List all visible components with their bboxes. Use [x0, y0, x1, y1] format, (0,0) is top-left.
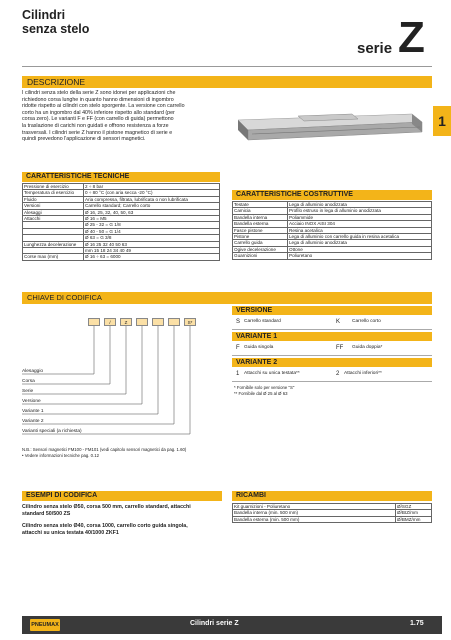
- cell: Ø 40 - 50 = G 1/4: [84, 228, 220, 234]
- cell: Lega di alluminio anodizzata: [288, 202, 432, 208]
- descrizione-line: richiedono corsa lunghe in quanto hanno dimensioni di ingombro: [22, 96, 174, 103]
- esempio-line: Cilindro senza stelo Ø50, corsa 500 mm, carrello standard, attacchi: [22, 504, 191, 510]
- cell: Ø/BMZ/mm: [396, 516, 432, 522]
- table-row: [23, 254, 220, 260]
- ricambi-heading: RICAMBI: [232, 491, 432, 501]
- table-row: [233, 516, 432, 522]
- label-versione: Versione: [22, 399, 41, 404]
- cell: Pressione di esercizio: [23, 184, 84, 190]
- cell: Ogive decelerazione: [233, 246, 288, 252]
- serie-prefix: serie: [357, 40, 393, 57]
- code-box-speciali: S*: [184, 318, 196, 326]
- chapter-tab: [433, 106, 451, 136]
- code-box-variante1: [152, 318, 164, 326]
- esempio-line: attacchi su unica testata 40/1000 ZKF1: [22, 529, 119, 536]
- descrizione-line: quindi prevedono l'applicazione di sensori magnetici.: [22, 136, 146, 143]
- cell: Carrello guida: [233, 240, 288, 246]
- note-sensori: N.B.: Sensori magnetici FM100 - FM101 (vedi capitolo sensori magnetici da pag. 1.60): [22, 447, 187, 452]
- brand-logo-text: PNEUMAX: [31, 622, 59, 628]
- footnote: * Fornibile solo per versione "S": [234, 385, 295, 390]
- variante2-title: VARIANTE 2: [232, 358, 432, 367]
- label-corsa: Corsa: [22, 379, 35, 384]
- cell: 0 ÷ 80 °C (con aria secca -20 °C): [84, 190, 220, 196]
- code-box-corsa: /: [104, 318, 116, 326]
- code-box-versione: [136, 318, 148, 326]
- cell: Corse max (mm): [23, 254, 84, 260]
- esempi-heading: ESEMPI DI CODIFICA: [22, 491, 222, 501]
- cell: Bandella interna: [233, 214, 288, 220]
- cell: Versioni: [23, 203, 84, 209]
- cell: Ø 63 = G 3/8: [84, 235, 220, 241]
- cell: Poliammide: [288, 214, 432, 220]
- ricambi-table: [232, 503, 432, 523]
- code-box-alesaggio: [88, 318, 100, 326]
- descrizione-line: ridotte rispetto ai cilindri con stelo sporgente. La versione con carrello: [22, 103, 185, 110]
- note-info: • Vedere informazioni tecniche pag. 0.12: [22, 452, 99, 458]
- code-box-serie: Z: [120, 318, 132, 326]
- code: S: [236, 319, 241, 325]
- desc: Guida doppia*: [352, 345, 383, 350]
- cell: Ø 25 - 32 = G 1/8: [84, 222, 220, 228]
- desc: Carrello standard: [244, 319, 281, 324]
- cell: Kit guarnizioni - Poliuretano: [233, 504, 396, 510]
- tecniche-table: [22, 183, 220, 261]
- title-line-1: Cilindri: [22, 8, 66, 22]
- variante1-row: [232, 341, 432, 356]
- code-connector-lines: [22, 326, 222, 436]
- cell: Aria compressa, filtrata, lubrificata o non lubrificata: [84, 196, 220, 202]
- code: 1: [236, 371, 240, 377]
- cell: Lunghezza decelerazione: [23, 241, 84, 247]
- cell: Ottone: [288, 246, 432, 252]
- cell: Bandella esterna: [233, 221, 288, 227]
- descrizione-line: I cilindri senza stelo della serie Z sono idonei per applicazioni che: [22, 90, 176, 96]
- page-header: [0, 0, 451, 70]
- cell: Acciaio INOX AISI 304: [288, 221, 432, 227]
- cell: Bandella interna (min. 500 mm): [233, 510, 396, 516]
- chiave-notes: [22, 447, 186, 458]
- esempio-line: Cilindro senza stelo Ø40, corsa 1000, carrello corto guida singola,: [22, 523, 188, 530]
- footer: [0, 616, 451, 640]
- tecniche-heading: CARATTERISTICHE TECNICHE: [22, 172, 220, 182]
- cell: Fluido: [23, 196, 84, 202]
- desc: Attacchi inferiori**: [344, 371, 382, 376]
- cell: Attacchi: [23, 216, 84, 222]
- esempi-text: [22, 504, 227, 536]
- cell: Testate: [233, 202, 288, 208]
- header-rule: [22, 66, 432, 67]
- esempio-line: standard 50/500 ZS: [22, 510, 71, 517]
- descrizione-line: trasversali. I cilindri serie Z hanno il pistone magnetico di serie e: [22, 129, 173, 136]
- cell: Bandella esterna (min. 500 mm): [233, 516, 396, 522]
- serie-letter: Z: [398, 13, 425, 62]
- code: FF: [336, 345, 344, 351]
- cell: Carrello standard; Carrello corto: [84, 203, 220, 209]
- code: F: [236, 345, 240, 351]
- cell: Ø 16 = M5: [84, 216, 220, 222]
- cell: Ø 16, 25, 32, 40, 50, 63: [84, 209, 220, 215]
- desc: Guida singola: [244, 345, 274, 350]
- cell: Resina acetalica: [288, 227, 432, 233]
- chapter-number: 1: [438, 113, 446, 129]
- code: 2: [336, 371, 340, 377]
- code-box-variante2: [168, 318, 180, 326]
- desc: Carrello corto: [352, 319, 381, 324]
- descrizione-heading: DESCRIZIONE: [22, 76, 432, 88]
- cell: Ø/SGZ: [396, 504, 432, 510]
- cell: Poliuretano: [288, 253, 432, 259]
- desc: Attacchi su unica testata**: [244, 371, 300, 376]
- cell: Ø 16 25 32 40 50 63: [84, 241, 220, 247]
- cell: Lega di alluminio con carrello guida in resina acetalica: [288, 234, 432, 240]
- footer-page: 1.75: [410, 620, 424, 627]
- descrizione-line: la traslazione di carichi non guidati e offrono resistenza a forze: [22, 122, 169, 129]
- versione-footnotes: [232, 385, 432, 396]
- footer-brand: [30, 619, 60, 631]
- serie-logo: [355, 14, 435, 62]
- footnote: ** Fornibile dal Ø 25 al Ø 63: [234, 390, 288, 396]
- cell: Ø/BIZ/mm: [396, 510, 432, 516]
- cell: Fasce pistone: [233, 227, 288, 233]
- descrizione-line: corto ha un ingombro dal 40% inferiore rispetto allo standard (per: [22, 109, 175, 116]
- variante1-title: VARIANTE 1: [232, 332, 432, 341]
- cell: Pistone: [233, 234, 288, 240]
- costruttive-heading: CARATTERISTICHE COSTRUTTIVE: [232, 190, 432, 200]
- code: K: [336, 319, 341, 325]
- label-serie: Serie: [22, 389, 34, 394]
- cell: mm 15 18 24 34 40 49: [84, 248, 220, 254]
- versione-panel: [232, 306, 432, 396]
- cell: Alesaggi: [23, 209, 84, 215]
- cylinder-image: [232, 108, 427, 144]
- versione-row: [232, 315, 432, 330]
- cell: Guarnizioni: [233, 253, 288, 259]
- descrizione-line: corsa zero). Le varianti F e FF (con carrello di guida) permettono: [22, 116, 174, 123]
- chiave-heading: CHIAVE DI CODIFICA: [22, 292, 432, 304]
- cell: Camicia: [233, 208, 288, 214]
- versione-title: VERSIONE: [232, 306, 432, 315]
- title-line-2: senza stelo: [22, 22, 90, 36]
- table-row: [233, 253, 432, 259]
- descrizione-text: [22, 90, 237, 143]
- label-variante1: Variante 1: [22, 409, 44, 414]
- costruttive-table: [232, 201, 432, 260]
- cell: Ø 16 ÷ 63 = 6000: [84, 254, 220, 260]
- cell: Profilo estruso in lega di alluminio anodizzata: [288, 208, 432, 214]
- footer-center: Cilindri serie Z: [190, 620, 239, 627]
- cell: Temperatura di esercizio: [23, 190, 84, 196]
- label-variante2: Variante 2: [22, 419, 44, 424]
- header-title: [22, 8, 89, 36]
- label-speciali: Varianti speciali (a richiesta): [22, 429, 82, 434]
- variante2-row: [232, 367, 432, 382]
- cell: 2 ÷ 8 bar: [84, 184, 220, 190]
- label-alesaggio: Alesaggio: [22, 369, 44, 374]
- cell: Lega di alluminio anodizzata: [288, 240, 432, 246]
